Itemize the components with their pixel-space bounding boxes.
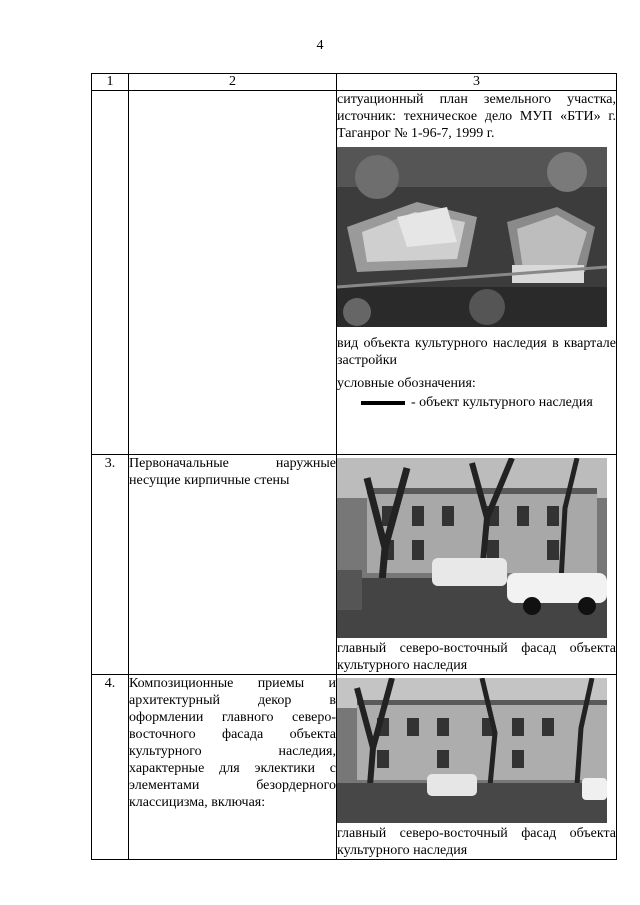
facade-photo — [337, 678, 607, 823]
criterion-cell — [129, 91, 337, 455]
criterion-text: Первоначальные наружные несущие кирпичные стены — [129, 455, 337, 675]
row-number: 3. — [92, 455, 129, 675]
table-row-continued — [92, 91, 617, 455]
legend-line-icon — [361, 401, 405, 405]
aerial-view-photo — [337, 147, 607, 327]
table-row-3 — [92, 455, 617, 675]
table-header-row — [92, 74, 617, 91]
legend-row — [337, 394, 616, 411]
column-header-2: 2 — [129, 74, 337, 91]
aerial-view-caption: вид объекта культурного наследия в квартале застройки — [337, 336, 616, 368]
column-header-3: 3 — [337, 74, 617, 91]
legend-item-label: - объект культурного наследия — [411, 395, 593, 410]
number-cell — [92, 91, 129, 455]
illustration-cell — [337, 455, 617, 675]
illustration-cell — [337, 675, 617, 860]
facade-photo — [337, 458, 607, 638]
legend-title: условные обозначения: — [337, 376, 476, 391]
column-header-1: 1 — [92, 74, 129, 91]
table-row-4 — [92, 675, 617, 860]
illustration-cell — [337, 91, 617, 455]
row-number: 4. — [92, 675, 129, 860]
facade-photo-caption: главный северо-восточный фасад объекта культурного наследия — [337, 826, 616, 858]
site-plan-caption: ситуационный план земельного участка, источник: техническое дело МУП «БТИ» г. Таганрог № 1-96-7, 1999 г. — [337, 92, 616, 141]
object-description-table — [91, 73, 617, 860]
facade-photo-caption: главный северо-восточный фасад объекта культурного наследия — [337, 641, 616, 673]
page-number: 4 — [316, 38, 324, 53]
criterion-text: Композиционные приемы и архитектурный декор в оформлении главного северо-восточного фасада объекта культурного наследия, характерные для эклектики с элементами безордерного классицизма, включая: — [129, 675, 337, 860]
